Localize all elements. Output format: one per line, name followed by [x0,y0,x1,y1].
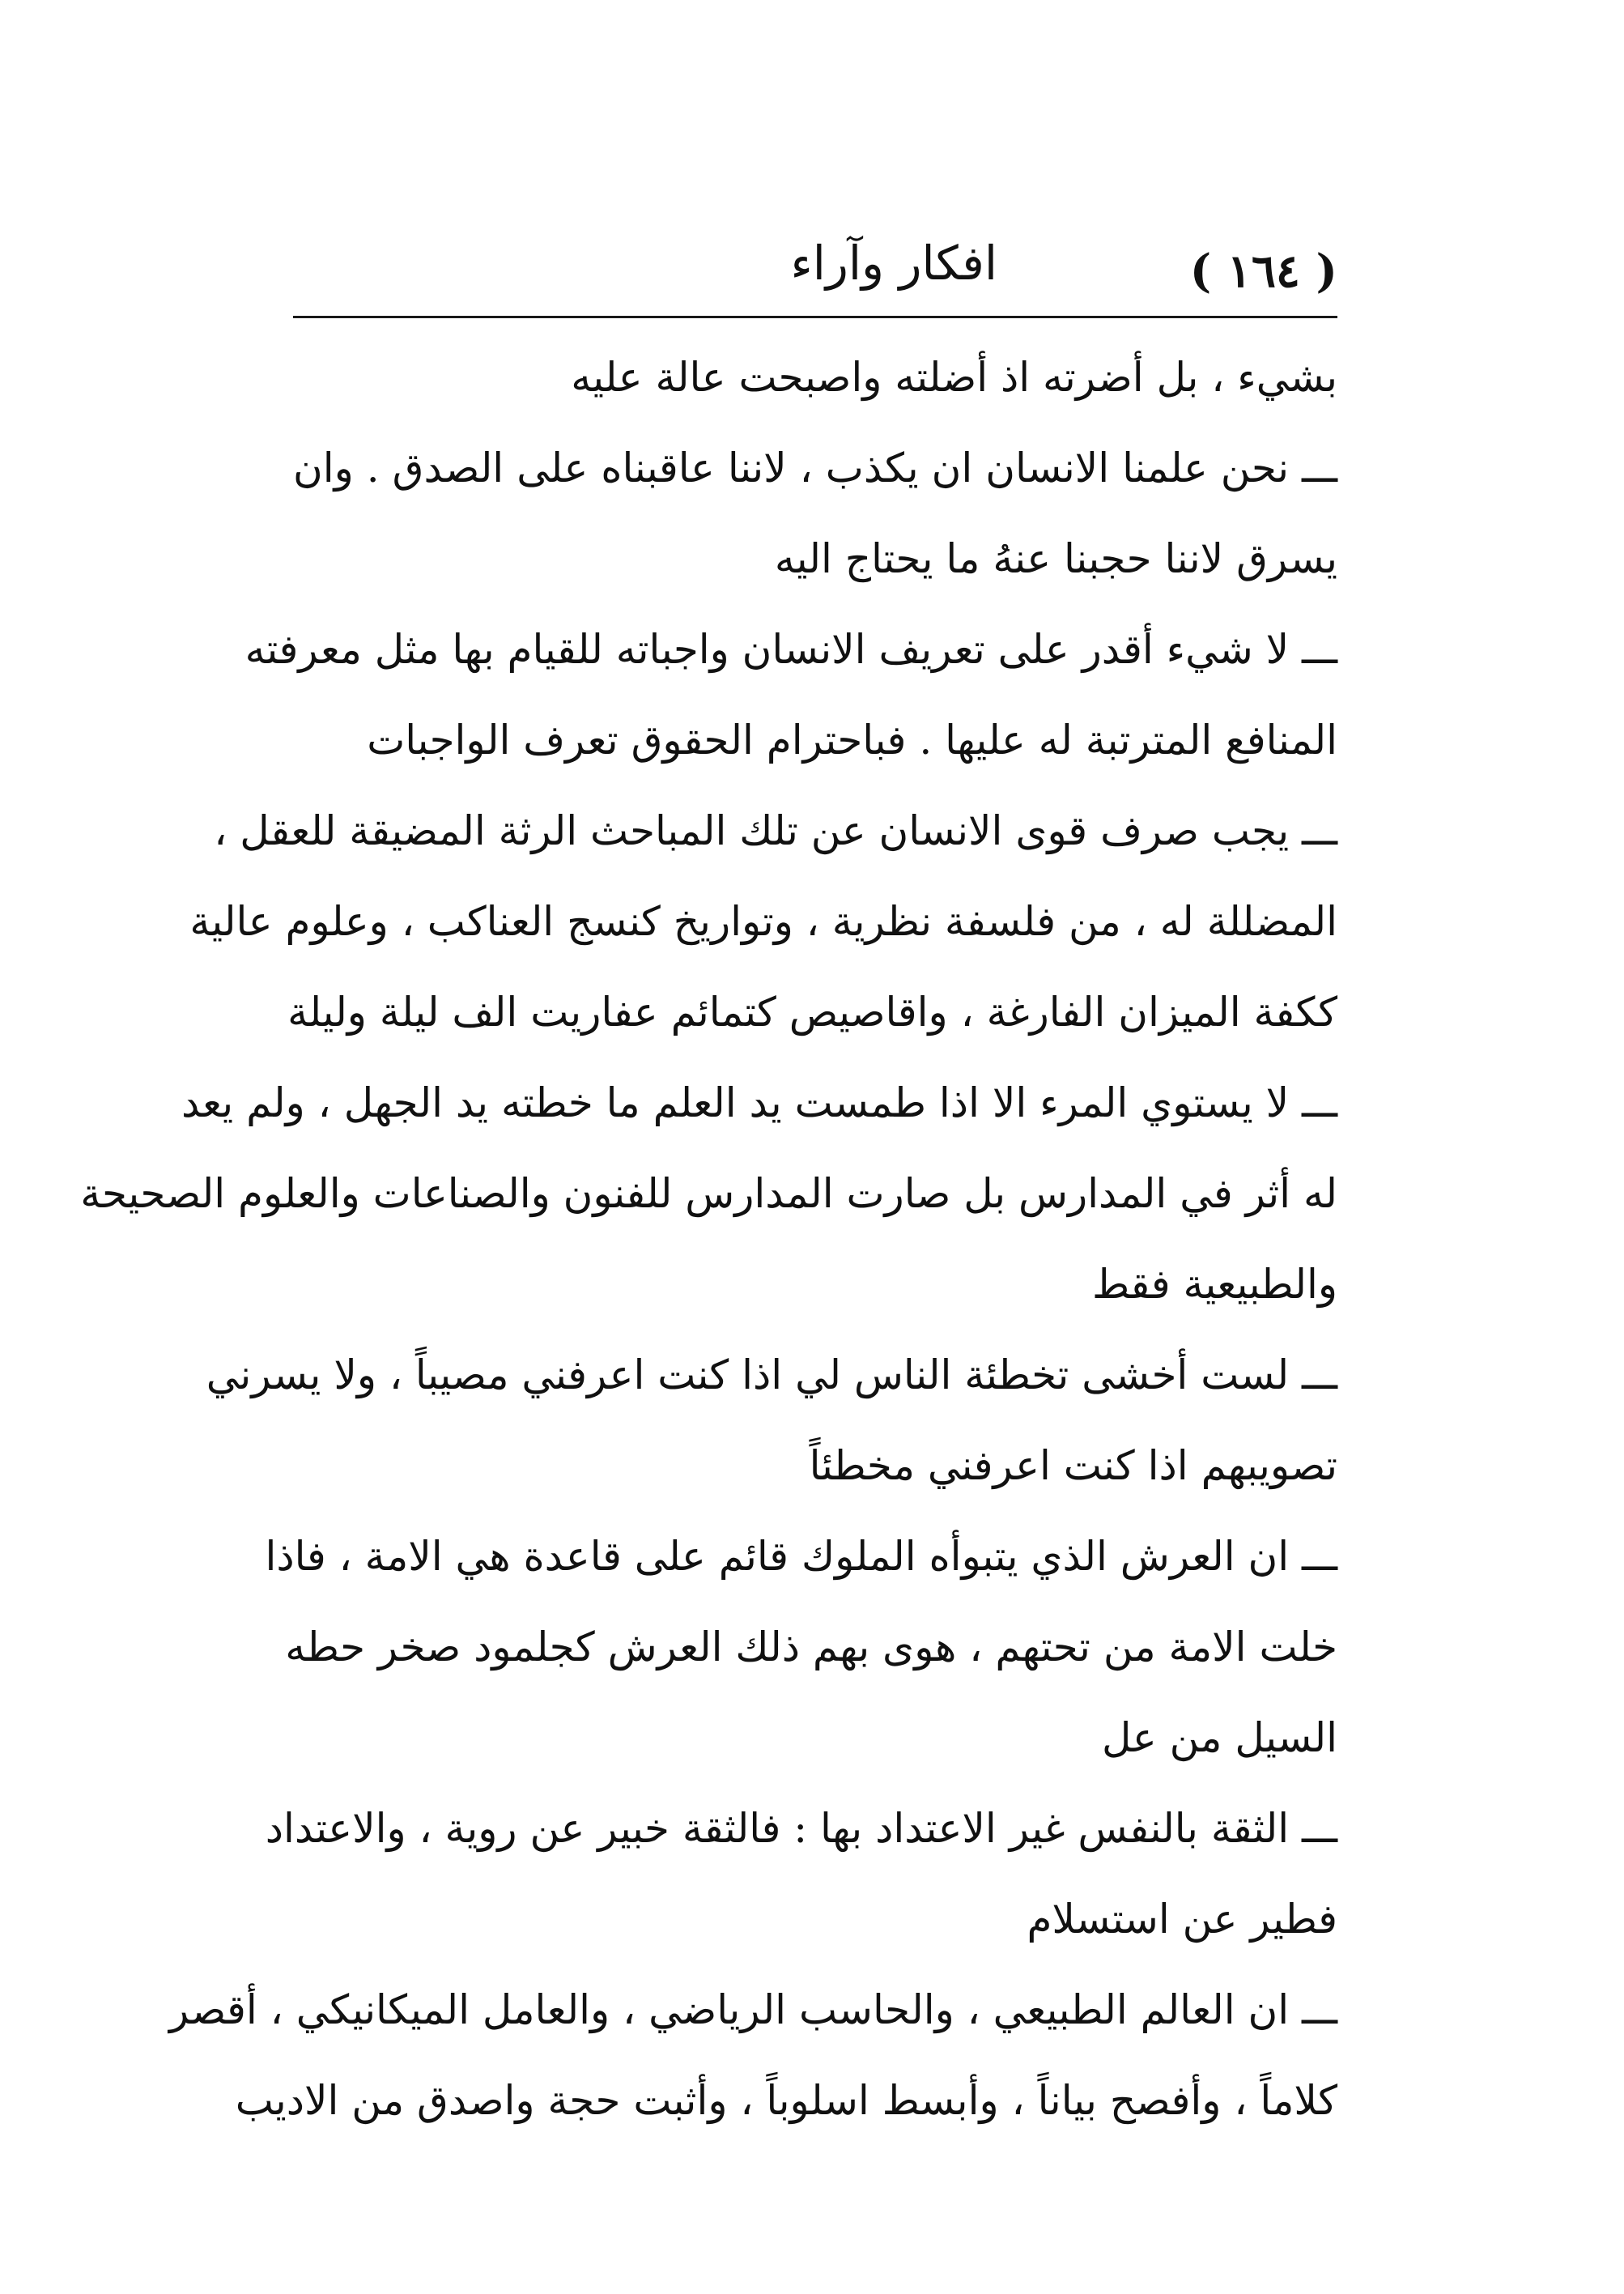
header-rule [293,316,1337,318]
text-line: ـــ نحن علمنا الانسان ان يكذب ، لاننا عاقبناه على الصدق . وان [293,445,1337,492]
text-line: السيل من عل [1101,1714,1337,1761]
text-line: المنافع المترتبة له عليها . فباحترام الحقوق تعرف الواجبات [367,717,1337,764]
text-line: ـــ ان العالم الطبيعي ، والحاسب الرياضي ، والعامل الميكانيكي ، أقصر [169,1986,1337,2033]
text-line: ـــ الثقة بالنفس غير الاعتداد بها : فالثقة خبير عن روية ، والاعتداد [265,1805,1337,1852]
running-title: افكار وآراء [790,236,997,291]
text-line: ـــ يجب صرف قوى الانسان عن تلك المباحث الرثة المضيقة للعقل ، [214,807,1337,854]
text-line: والطبيعية فقط [1091,1261,1337,1308]
text-line: كلاماً ، وأفصح بياناً ، وأبسط اسلوباً ، وأثبت حجة واصدق من الاديب [235,2077,1337,2124]
text-line: له أثر في المدارس بل صارت المدارس للفنون والصناعات والعلوم الصحيحة [80,1170,1337,1217]
page-header [293,235,1337,308]
text-line: المضللة له ، من فلسفة نظرية ، وتواريخ كنسج العناكب ، وعلوم عالية [189,898,1337,945]
page-number: ( ١٦٤ ) [1189,245,1337,298]
text-line: ـــ لا شيء أقدر على تعريف الانسان واجباته للقيام بها مثل معرفته [244,626,1337,673]
text-line: ـــ لا يستوي المرء الا اذا طمست يد العلم ما خطته يد الجهل ، ولم يعد [181,1079,1337,1126]
text-line: ككفة الميزان الفارغة ، واقاصيص كتمائم عفاريت الف ليلة وليلة [287,989,1337,1036]
text-line: خلت الامة من تحتهم ، هوى بهم ذلك العرش كجلمود صخر حطه [285,1624,1337,1670]
text-line: بشيء ، بل أضرته اذ أضلته واصبحت عالة عليه [571,354,1337,401]
text-line: ـــ لست أخشى تخطئة الناس لي اذا كنت اعرفني مصيباً ، ولا يسرني [206,1351,1337,1398]
text-line: تصويبهم اذا كنت اعرفني مخطئاً [809,1442,1337,1489]
body-text [80,332,1337,2146]
text-line: ـــ ان العرش الذي يتبوأه الملوك قائم على قاعدة هي الامة ، فاذا [265,1533,1337,1580]
text-line: فطير عن استسلام [1027,1896,1337,1943]
text-line: يسرق لاننا حجبنا عنهُ ما يحتاج اليه [774,535,1337,582]
